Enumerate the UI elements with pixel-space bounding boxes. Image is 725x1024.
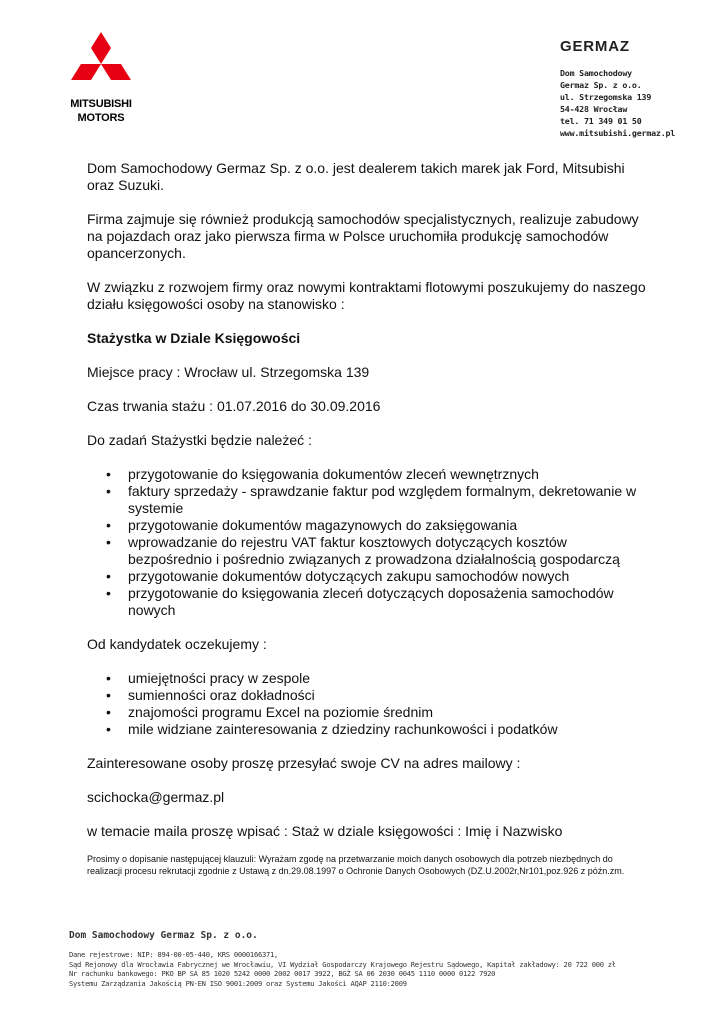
- list-item: • faktury sprzedaży - sprawdzanie faktur pod względem formalnym, dekretowanie w systemie: [87, 483, 647, 517]
- logo-text-motors: MOTORS: [77, 112, 125, 124]
- list-item: • wprowadzanie do rejestru VAT faktur kosztowych dotyczących kosztów bezpośrednio i pośrednio związanych z prowadzona działalnością gospodarczą: [87, 534, 647, 568]
- address-line: tel. 71 349 01 50: [560, 116, 642, 126]
- letter-body: [87, 160, 647, 877]
- duties-list: [87, 466, 647, 619]
- list-item: • przygotowanie dokumentów magazynowych do zaksięgowania: [87, 517, 647, 534]
- company-brand: GERMAZ: [560, 38, 630, 55]
- footer-line: Sąd Rejonowy dla Wrocławia Fabrycznej we Wrocławiu, VI Wydział Gospodarczy Krajowego Rejestru Sądowego, Kapitał zakładowy: 20 722 000 zł: [69, 959, 616, 969]
- list-item: • sumienności oraz dokładności: [87, 687, 647, 704]
- list-item: • znajomości programu Excel na poziomie średnim: [87, 704, 647, 721]
- list-item: • przygotowanie do księgowania dokumentów zleceń wewnętrznych: [87, 466, 647, 483]
- address-line: www.mitsubishi.germaz.pl: [560, 128, 676, 138]
- list-item: • przygotowanie dokumentów dotyczących zakupu samochodów nowych: [87, 568, 647, 585]
- list-item: • przygotowanie do księgowania zleceń dotyczących doposażenia samochodów nowych: [87, 585, 647, 619]
- footer-line: Systemu Zarządzania Jakością PN-EN ISO 9001:2009 oraz Systemu Jakości AQAP 2110:2009: [69, 978, 407, 988]
- company-address: [560, 67, 710, 139]
- duties-intro: Do zadań Stażystki będzie należeć :: [87, 432, 312, 448]
- footer-line: Dane rejestrowe: NIP: 894-00-05-440, KRS 0000166371,: [69, 950, 279, 959]
- address-line: Dom Samochodowy: [560, 68, 632, 78]
- firm-paragraph: Firma zajmuje się również produkcją samochodów specjalistycznych, realizuje zabudowy na pojazdach oraz jako pierwsza firma w Polsce uruchomiła produkcję samochodów opancerzonych.: [87, 211, 639, 261]
- mitsubishi-logo: [60, 32, 142, 124]
- cv-request: Zainteresowane osoby proszę przesyłać swoje CV na adres mailowy :: [87, 755, 521, 771]
- logo-text-mitsubishi: MITSUBISHI: [70, 98, 132, 110]
- position-title: Stażystka w Dziale Księgowości: [87, 330, 301, 346]
- email-subject-instruction: w temacie maila proszę wpisać : Staż w dziale księgowości : Imię i Nazwisko: [87, 823, 563, 839]
- list-item: • mile widziane zainteresowania z dziedziny rachunkowości i podatków: [87, 721, 647, 738]
- internship-duration: Czas trwania stażu : 01.07.2016 do 30.09.2016: [87, 398, 381, 414]
- reason-paragraph: W związku z rozwojem firmy oraz nowymi kontraktami flotowymi poszukujemy do naszego działu księgowości osoby na stanowisko :: [87, 279, 646, 312]
- footer-line: Nr rachunku bankowego: PKO BP SA 85 1020 5242 0000 2002 0017 3922, BGŻ SA 06 2030 0045 1110 0000 0122 7920: [69, 969, 496, 979]
- intro-paragraph: Dom Samochodowy Germaz Sp. z o.o. jest dealerem takich marek jak Ford, Mitsubishi oraz Suzuki.: [87, 160, 625, 193]
- list-item: • umiejętności pracy w zespole: [87, 670, 647, 687]
- address-line: 54-428 Wrocław: [560, 104, 628, 114]
- contact-email[interactable]: scichocka@germaz.pl: [87, 789, 225, 805]
- address-line: ul. Strzegomska 139: [560, 92, 652, 102]
- expectations-list: [87, 670, 647, 738]
- company-header: [560, 38, 710, 139]
- three-diamonds-icon: [63, 32, 139, 96]
- consent-clause: Prosimy o dopisanie następującej klauzuli: Wyrażam zgodę na przetwarzanie moich danych osobowych dla potrzeb niezbędnych do realizacji procesu rekrutacji zgodnie z Ustawą z dn.29.08.1997 o Ochronie Danych Osobowych (DZ.U.2002r,Nr101,poz.926 z późn.zm.: [87, 854, 625, 876]
- page-footer: [69, 930, 719, 988]
- work-location: Miejsce pracy : Wrocław ul. Strzegomska 139: [87, 364, 370, 380]
- address-line: Germaz Sp. z o.o.: [560, 80, 642, 90]
- expectations-intro: Od kandydatek oczekujemy :: [87, 636, 267, 652]
- footer-company-name: Dom Samochodowy Germaz Sp. z o.o.: [69, 930, 258, 941]
- footer-registration-details: [69, 950, 719, 988]
